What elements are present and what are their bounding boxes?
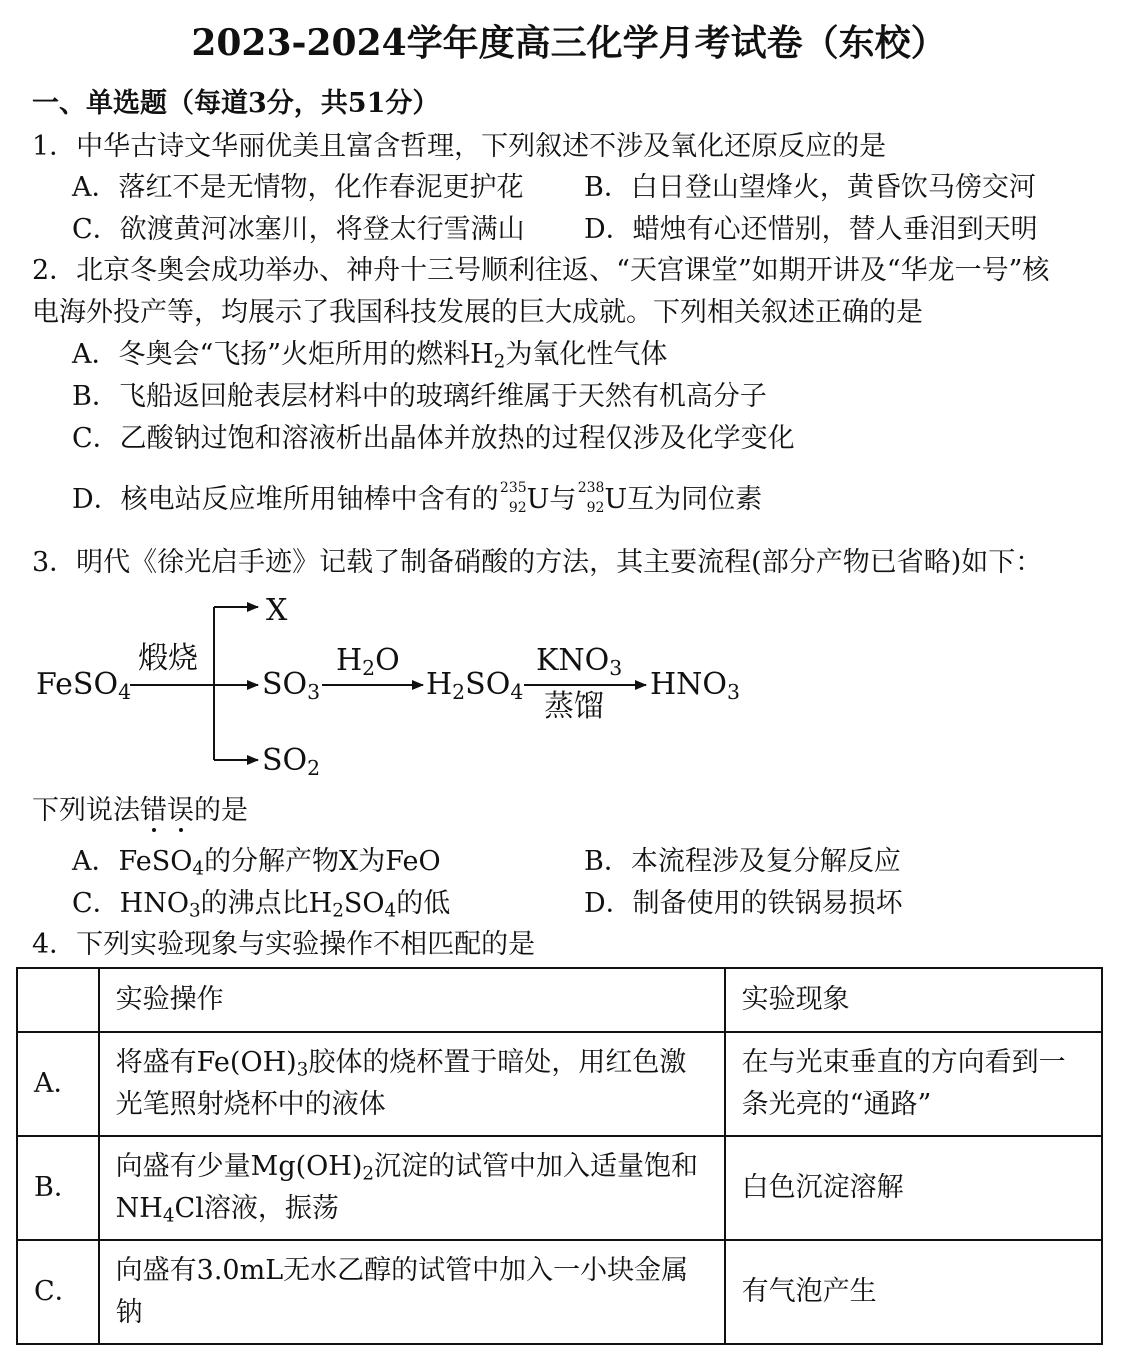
row-operation: 向盛有3.0mL无水乙醇的试管中加入一小块金属钠 [99, 1240, 725, 1344]
flow-h2o [336, 643, 400, 681]
op-text-mid: 沉淀的试管中加入适量饱和NH [115, 1151, 699, 1224]
row-label: A． [17, 1032, 99, 1136]
op-text-end: Cl溶液，振荡 [174, 1193, 339, 1224]
flow-hno3 [650, 667, 740, 705]
emphasis-dot [152, 828, 156, 832]
q2-a-sub: 2 [493, 351, 506, 373]
table-row [17, 1032, 1102, 1136]
flow-condition-distill: 蒸馏 [544, 689, 604, 724]
h2so4-sub2: 4 [510, 680, 524, 705]
op-sub2: 4 [162, 1205, 175, 1227]
so3-sub: 3 [307, 680, 321, 705]
q3-a-text-end: 的分解产物X为FeO [204, 846, 441, 877]
isotope-mass-238: 238 [577, 480, 605, 496]
row-phenomenon: 有气泡产生 [725, 1240, 1102, 1344]
h2o-sub: 2 [362, 656, 376, 681]
q3-option-a [72, 844, 441, 880]
feso4-text: FeSO [36, 667, 119, 702]
flow-x: X [266, 593, 288, 628]
q2-option-a [72, 337, 667, 373]
q3-c-text-mid2: SO [343, 888, 385, 919]
emphasis-dot [179, 828, 183, 832]
q1-stem: 1．中华古诗文华丽优美且富含哲理，下列叙述不涉及氧化还原反应的是 [32, 131, 887, 162]
q3-option-c [72, 886, 450, 922]
q3-c-text-end: 的低 [396, 888, 451, 919]
q3-stem: 3．明代《徐光启手迹》记载了制备硝酸的方法，其主要流程(部分产物已省略)如下： [32, 547, 1043, 578]
header-blank-cell [17, 968, 99, 1032]
q2-stem-line2: 电海外投产等，均展示了我国科技发展的巨大成就。下列相关叙述正确的是 [32, 297, 923, 328]
op-sub: 3 [296, 1059, 309, 1081]
q1-option-a: A．落红不是无情物，化作春泥更护花 [72, 172, 524, 203]
header-operation: 实验操作 [99, 968, 725, 1032]
q3-prompt-text-end: 的是 [194, 795, 248, 826]
q1-option-b: B．白日登山望烽火，黄昏饮马傍交河 [584, 172, 1036, 203]
emphasis-char-2 [167, 795, 194, 826]
h2o-text-end: O [375, 643, 400, 678]
emph-char-2-text: 误 [167, 795, 194, 826]
isotope-z-235: 92 [508, 500, 527, 516]
q2-option-d [72, 482, 762, 518]
q2-stem-line1: 2．北京冬奥会成功举办、神舟十三号顺利往返、“天宫课堂”如期开讲及“华龙一号”核 [32, 255, 1050, 286]
q3-prompt [32, 793, 248, 829]
q3-c-sub2: 2 [332, 900, 344, 922]
h2so4-sub1: 2 [452, 680, 466, 705]
table-row [17, 1136, 1102, 1240]
hno3-text: HNO [650, 667, 728, 702]
kno3-text: KNO [536, 643, 610, 678]
table-row [17, 1240, 1102, 1344]
isotope-notation-235 [499, 482, 527, 518]
experiment-table [16, 967, 1103, 1345]
section-heading: 一、单选题（每道3分，共51分） [32, 88, 440, 119]
q1-option-d: D．蜡烛有心还惜别，替人垂泪到天明 [584, 214, 1038, 245]
op-text-end: 胶体的烧杯置于暗处，用红色激光笔照射烧杯中的液体 [115, 1047, 687, 1120]
op-text: 将盛有Fe(OH) [115, 1047, 297, 1078]
q3-c-text-mid: 的沸点比H [200, 888, 333, 919]
kno3-sub: 3 [609, 656, 623, 681]
q3-c-sub1: 3 [188, 900, 201, 922]
table-header-row [17, 968, 1102, 1032]
row-label: C． [17, 1240, 99, 1344]
flow-h2so4 [426, 667, 524, 705]
q3-c-text: C．HNO [72, 888, 189, 919]
op-text: 向盛有少量Mg(OH) [115, 1151, 363, 1182]
row-phenomenon: 在与光束垂直的方向看到一条光亮的“通路” [725, 1032, 1102, 1136]
isotope-z-238: 92 [586, 500, 605, 516]
q2-d-text-mid: U与 [526, 484, 577, 515]
q3-option-b: B．本流程涉及复分解反应 [584, 846, 901, 877]
q3-a-sub: 4 [192, 858, 205, 880]
q2-d-text: D．核电站反应堆所用铀棒中含有的 [72, 484, 499, 515]
q3-option-d: D．制备使用的铁锅易损坏 [584, 888, 903, 919]
so3-text: SO [262, 667, 308, 702]
q3-prompt-text: 下列说法 [32, 795, 140, 826]
flow-so3 [262, 667, 321, 705]
h2o-text: H [336, 643, 363, 678]
row-operation [99, 1032, 725, 1136]
flow-kno3 [536, 643, 623, 681]
exam-title: 2023-2024学年度高三化学月考试卷（东校） [191, 22, 947, 64]
feso4-sub: 4 [118, 680, 132, 705]
q2-option-c: C．乙酸钠过饱和溶液析出晶体并放热的过程仅涉及化学变化 [72, 423, 795, 454]
q3-c-sub3: 4 [384, 900, 397, 922]
q2-d-text-end: U互为同位素 [604, 484, 763, 515]
isotope-notation-238 [576, 482, 604, 518]
isotope-mass-235: 235 [499, 480, 527, 496]
q2-a-text: A．冬奥会“飞扬”火炬所用的燃料H [72, 339, 494, 370]
q4-stem: 4．下列实验现象与实验操作不相匹配的是 [32, 929, 536, 960]
row-operation [99, 1136, 725, 1240]
q2-a-text-end: 为氧化性气体 [505, 339, 668, 370]
flow-condition-calcine: 煅烧 [138, 641, 198, 676]
so2-text: SO [262, 743, 308, 778]
row-phenomenon: 白色沉淀溶解 [725, 1136, 1102, 1240]
header-phenomenon: 实验现象 [725, 968, 1102, 1032]
process-flow-diagram [30, 590, 770, 790]
emphasis-char-1 [140, 795, 167, 826]
h2so4-text: H [426, 667, 453, 702]
row-label: B． [17, 1136, 99, 1240]
emph-char-1-text: 错 [140, 795, 167, 826]
h2so4-text-mid: SO [465, 667, 511, 702]
q3-a-text: A．FeSO [72, 846, 193, 877]
q1-option-c: C．欲渡黄河冰塞川，将登太行雪满山 [72, 214, 525, 245]
op-sub: 2 [362, 1163, 375, 1185]
flow-so2 [262, 743, 321, 781]
q2-option-b: B．飞船返回舱表层材料中的玻璃纤维属于天然有机高分子 [72, 381, 767, 412]
so2-sub: 2 [307, 756, 321, 781]
flow-feso4 [36, 667, 132, 705]
hno3-sub: 3 [727, 680, 740, 705]
